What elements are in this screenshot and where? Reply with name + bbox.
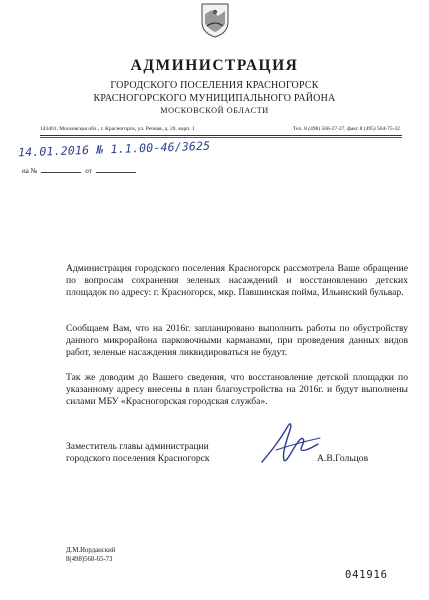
executor-phone: 8(498)568-65-73: [66, 556, 113, 563]
signatory-position: [66, 441, 210, 465]
registration-stamp: 14.01.2016 № 1.1.00-46/3625: [17, 138, 211, 160]
handwritten-signature: [258, 420, 326, 468]
executor-block: [66, 546, 115, 564]
org-line-1: ГОРОДСКОГО ПОСЕЛЕНИЯ КРАСНОГОРСК: [110, 80, 319, 91]
address: 143401, Московская обл., г. Красногорск, ул. Речная, д. 20, корп. 1: [40, 126, 195, 132]
reference-line: [22, 166, 140, 175]
signatory-name: А.В.Гольцов: [317, 453, 369, 464]
position-line-1: Заместитель главы администрации: [66, 441, 209, 452]
header-rule-bottom: [40, 137, 402, 138]
label-from: от: [85, 167, 92, 175]
org-line-3: МОСКОВСКОЙ ОБЛАСТИ: [160, 106, 269, 115]
label-no: на №: [22, 167, 38, 175]
document-number: 041916: [345, 569, 388, 581]
coat-of-arms-icon: [200, 2, 230, 38]
contacts-line: [40, 126, 400, 132]
position-line-2: городского поселения Красногорск: [66, 452, 210, 464]
blank-no: [41, 166, 81, 173]
blank-from: [96, 166, 136, 173]
org-line-2: КРАСНОГОРСКОГО МУНИЦИПАЛЬНОГО РАЙОНА: [93, 93, 336, 104]
header-rule-top: [40, 135, 402, 136]
paragraph-2: Сообщаем Вам, что на 2016г. запланировано выполнить работы по обустройству данного микрорайона парковочными карманами, при проведения данных видов работ, зеленые насаждения ликвидироваться не будут.: [66, 323, 408, 358]
paragraph-1: Администрация городского поселения Красногорск рассмотрела Ваше обращение по вопросам сохранения зеленых насаждений и восстановлению детских площадок по адресу: г. Красногорск, мкр. Павшинская пойма, Ильинский бульвар.: [66, 263, 408, 298]
paragraph-3: Так же доводим до Вашего сведения, что восстановление детской площадки по указанному адресу внесены в план благоустройства на 2016г. и будут выполнены силами МБУ «Красногорская городская служба».: [66, 372, 408, 407]
executor-name: Д.М.Иорданский: [66, 547, 116, 554]
phones: Тел. 8 (498) 568-27-27, факс 8 (495) 564-75-32: [292, 126, 400, 132]
org-title: АДМИНИСТРАЦИЯ: [130, 57, 299, 74]
